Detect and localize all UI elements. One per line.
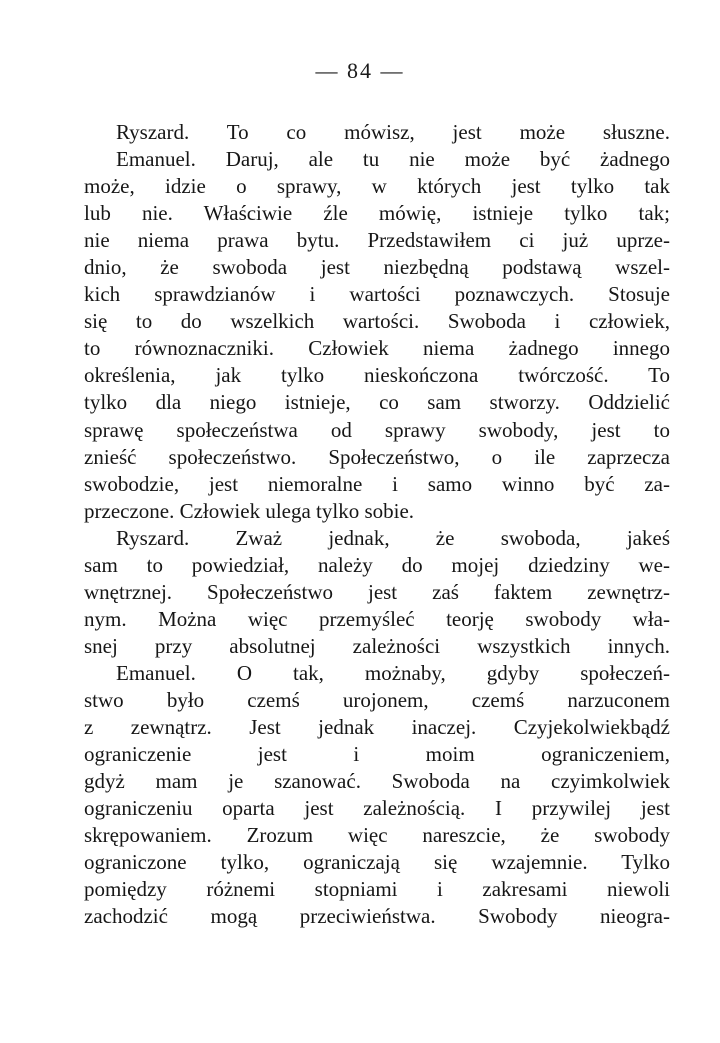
text-line: Emanuel. O tak, możnaby, gdyby społeczeń- — [116, 660, 670, 685]
text-line: ograniczone tylko, ograniczają się wzajemnie. Tylko — [84, 850, 670, 875]
text-line: z zewnątrz. Jest jednak inaczej. Czyjekolwiekbądź — [84, 715, 670, 740]
text-line: tylko dla niego istnieje, co sam stworzy. Oddzielić — [84, 390, 670, 415]
text-line: nym. Można więc przemyśleć teorję swobody wła- — [84, 606, 670, 631]
text-line: wnętrznej. Społeczeństwo jest zaś faktem zewnętrz- — [84, 579, 670, 604]
text-line: określenia, jak tylko nieskończona twórczość. To — [84, 363, 670, 388]
text-line: Emanuel. Daruj, ale tu nie może być żadnego — [116, 147, 670, 172]
text-line: lub nie. Właściwie źle mówię, istnieje tylko tak; — [84, 201, 670, 226]
page-number: — 84 — — [315, 58, 405, 83]
text-line: ograniczeniu oparta jest zależnością. I przywilej jest — [84, 796, 670, 821]
text-line: się to do wszelkich wartości. Swoboda i człowiek, — [84, 309, 670, 334]
text-line: znieść społeczeństwo. Społeczeństwo, o ile zaprzecza — [84, 444, 670, 469]
text-line: to równoznaczniki. Człowiek niema żadnego innego — [84, 336, 670, 361]
text-line: ograniczenie jest i moim ograniczeniem, — [84, 742, 670, 767]
text-line: nie niema prawa bytu. Przedstawiłem ci już uprze- — [84, 228, 670, 253]
text-line: zachodzić mogą przeciwieństwa. Swobody nieogra- — [84, 904, 670, 929]
text-line: pomiędzy różnemi stopniami i zakresami niewoli — [84, 877, 670, 902]
text-line: swobodzie, jest niemoralne i samo winno być za- — [84, 471, 670, 496]
text-line: snej przy absolutnej zależności wszystkich innych. — [84, 633, 670, 658]
text-line: skrępowaniem. Zrozum więc nareszcie, że swobody — [84, 823, 670, 848]
text-line: stwo było czemś urojonem, czemś narzuconem — [84, 687, 670, 712]
text-line: gdyż mam je szanować. Swoboda na czyimkolwiek — [84, 769, 670, 794]
text-line: sam to powiedział, należy do mojej dziedziny we- — [84, 552, 670, 577]
text-line: przeczone. Człowiek ulega tylko sobie. — [84, 498, 415, 523]
text-line: sprawę społeczeństwa od sprawy swobody, jest to — [84, 417, 670, 442]
text-line: Ryszard. To co mówisz, jest może słuszne. — [116, 120, 670, 144]
text-line: może, idzie o sprawy, w których jest tylko tak — [84, 174, 670, 199]
text-line: kich sprawdzianów i wartości poznawczych. Stosuje — [84, 282, 670, 307]
text-line: dnio, że swoboda jest niezbędną podstawą wszel- — [84, 255, 670, 280]
text-line: Ryszard. Zważ jednak, że swoboda, jakeś — [116, 525, 670, 550]
body-text — [84, 119, 670, 930]
